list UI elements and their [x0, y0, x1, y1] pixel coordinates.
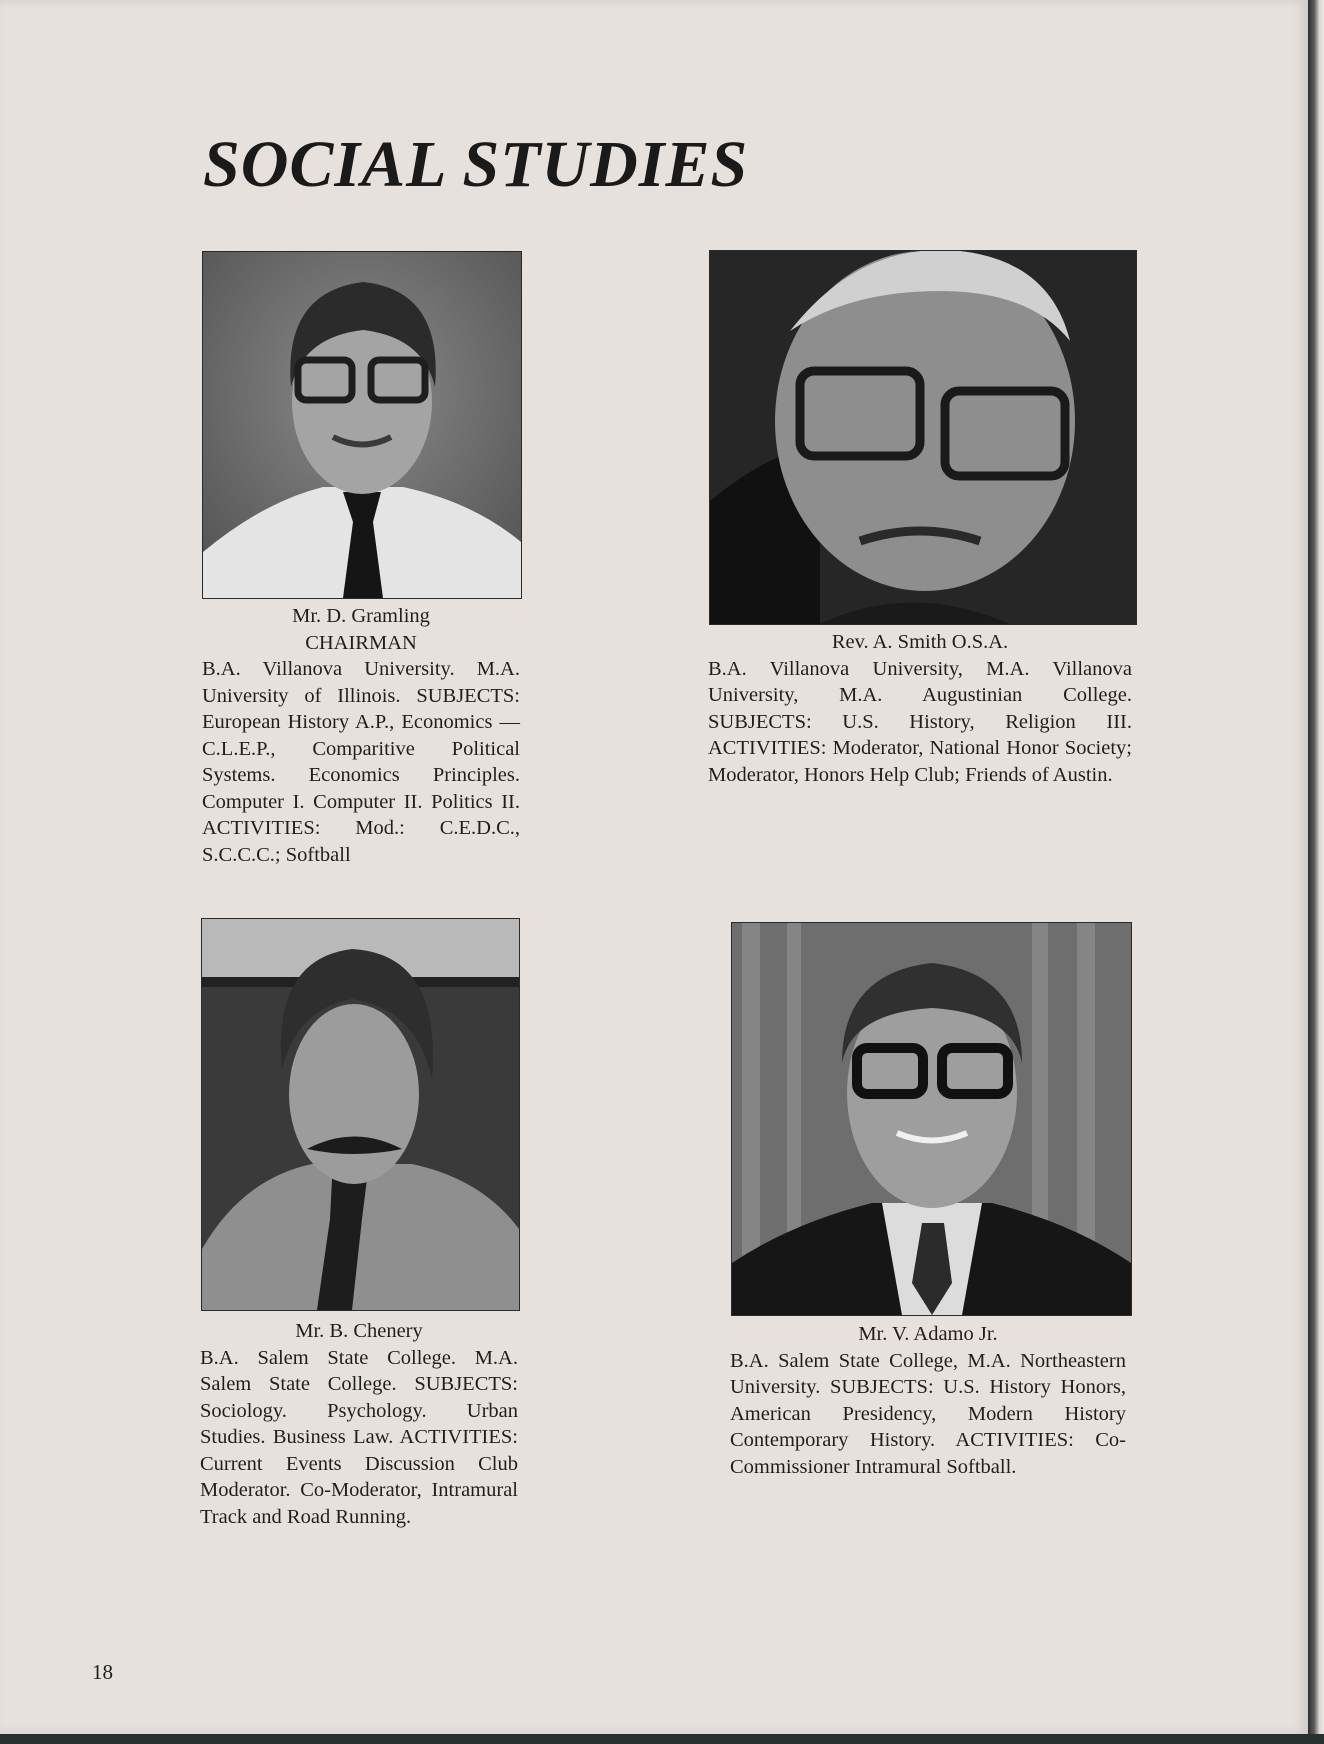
faculty-caption: [730, 1321, 1126, 1480]
faculty-caption: [202, 603, 520, 868]
page-number: 18: [92, 1660, 113, 1684]
faculty-caption: [708, 629, 1132, 788]
faculty-bio: B.A. Salem State College. M.A. Salem State College. SUBJECTS: Sociology. Psychology. Urban Studies. Business Law. ACTIVITIES: Current Events Discussion Club Moderator. Co-Moderator, Intramural Track and Road Running.: [200, 1346, 518, 1528]
faculty-photo: [709, 250, 1137, 625]
page-title: SOCIAL STUDIES: [203, 128, 749, 201]
faculty-name: Mr. B. Chenery: [295, 1320, 423, 1342]
faculty-name: Rev. A. Smith O.S.A.: [831, 631, 1009, 653]
faculty-photo: [202, 251, 522, 599]
faculty-caption: [200, 1318, 518, 1530]
page-edge: [1308, 0, 1324, 1744]
faculty-name: Mr. V. Adamo Jr.: [858, 1323, 998, 1345]
scan-border: [0, 1734, 1324, 1744]
faculty-bio: B.A. Salem State College, M.A. Northeastern University. SUBJECTS: U.S. History Honors, American Presidency, Modern History Contemporary History. ACTIVITIES: Co-Commissioner Intramural Softball.: [730, 1349, 1126, 1478]
faculty-photo: [731, 922, 1132, 1316]
faculty-role: CHAIRMAN: [305, 631, 417, 654]
faculty-bio: B.A. Villanova University. M.A. University of Illinois. SUBJECTS: European History A.P., Economics — C.L.E.P., Comparitive Political Systems. Economics Principles. Computer I. Computer II. Politics II. ACTIVITIES: Mod.: C.E.D.C., S.C.C.C.; Softball: [202, 658, 520, 866]
faculty-bio: B.A. Villanova University, M.A. Villanova University, M.A. Augustinian College. SUBJECTS: U.S. History, Religion III. ACTIVITIES: Moderator, National Honor Society; Moderator, Honors Help Club; Friends of Austin.: [708, 657, 1132, 786]
faculty-name: Mr. D. Gramling: [292, 605, 430, 627]
faculty-photo: [201, 918, 520, 1311]
